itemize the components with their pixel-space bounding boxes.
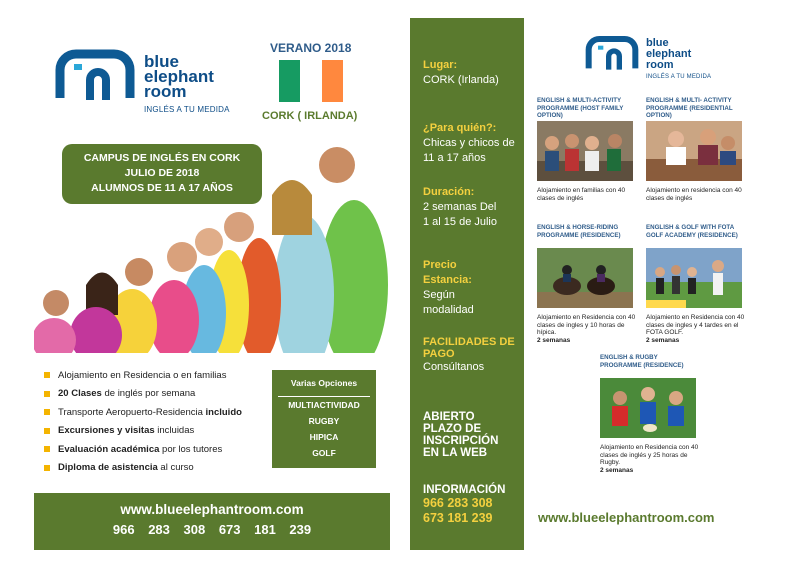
feature-item: Evaluación académica por los tutores xyxy=(44,440,284,459)
feature-item: Diploma de asistencia al curso xyxy=(44,459,284,478)
season-label: VERANO 2018 xyxy=(270,41,352,55)
duracion-value: 2 semanas Del 1 al 15 de Julio xyxy=(423,201,497,228)
programme-photo xyxy=(537,248,633,308)
info-quien xyxy=(423,121,519,166)
info-phone-1[interactable]: 966 283 308 xyxy=(423,496,493,510)
precio-value: Según modalidad xyxy=(423,289,474,316)
campus-line-3: ALUMNOS DE 11 A 17 AÑOS xyxy=(91,182,233,194)
brochure-left-panel xyxy=(34,20,390,550)
bullet-icon xyxy=(44,391,50,397)
elephant-logo-icon xyxy=(584,35,640,75)
info-duracion xyxy=(423,185,501,230)
brochure-middle-panel xyxy=(410,18,524,550)
programme-card xyxy=(646,224,746,344)
programme-card xyxy=(600,354,700,474)
option-item: RUGBY xyxy=(308,416,340,426)
programme-photo xyxy=(537,121,633,181)
informacion-heading: INFORMACIÓN xyxy=(423,484,506,496)
location-label: CORK ( IRLANDA) xyxy=(262,110,358,122)
logo-wordmark xyxy=(144,54,230,117)
phone-2[interactable]: 673 181 239 xyxy=(218,522,312,537)
website-url[interactable]: www.blueelephantroom.com xyxy=(538,510,715,525)
info-contacto xyxy=(423,484,519,526)
bullet-icon xyxy=(44,465,50,471)
inscription-notice: ABIERTO PLAZO DE INSCRIPCIÓN EN LA WEB xyxy=(423,411,499,459)
lugar-heading: Lugar: xyxy=(423,59,458,71)
feature-item: Excursiones y visitas incluidas xyxy=(44,422,284,441)
options-title: Varias Opciones xyxy=(278,370,370,397)
quien-value: Chicas y chicos de 11 a 17 años xyxy=(423,137,515,164)
ireland-flag-icon xyxy=(279,60,343,102)
facilidades-value: Consúltanos xyxy=(423,361,485,373)
programme-card xyxy=(646,97,746,202)
feature-item: Transporte Aeropuerto-Residencia incluido xyxy=(44,403,284,422)
logo-word-blue: blue xyxy=(646,37,669,49)
programme-title: ENGLISH & MULTI- ACTIVITY PROGRAMME (RESIDENTIAL OPTION) xyxy=(646,97,733,119)
duracion-heading: Duración: xyxy=(423,186,475,198)
info-facilidades xyxy=(423,336,519,375)
precio-heading: Precio Estancia: xyxy=(423,259,472,286)
campus-line-1: CAMPUS DE INGLÉS EN CORK xyxy=(83,152,241,164)
info-lugar xyxy=(423,58,513,88)
bullet-icon xyxy=(44,372,50,378)
feature-item: Alojamiento en Residencia o en familias xyxy=(44,366,284,385)
brochure-right-panel xyxy=(528,20,756,550)
feature-item: 20 Clases de inglés por semana xyxy=(44,385,284,404)
programme-title: ENGLISH & GOLF WITH FOTA GOLF ACADEMY (RESIDENCE) xyxy=(646,224,738,239)
bullet-icon xyxy=(44,409,50,415)
quien-heading: ¿Para quién?: xyxy=(423,122,497,134)
programme-title: ENGLISH & RUGBY PROGRAMME (RESIDENCE) xyxy=(600,354,684,369)
options-box xyxy=(272,370,376,468)
logo-word-elephant: elephant xyxy=(144,67,214,86)
website-url[interactable]: www.blueelephantroom.com xyxy=(120,502,304,517)
campus-line-2: JULIO DE 2018 xyxy=(124,167,200,179)
info-phone-2[interactable]: 673 181 239 xyxy=(423,511,493,525)
programme-photo xyxy=(600,378,696,438)
logo-tagline: INGLÉS A TU MEDIDA xyxy=(144,105,230,114)
programme-title: ENGLISH & MULTI-ACTIVITY PROGRAMME (HOST FAMILY OPTION) xyxy=(537,97,624,119)
contact-footer xyxy=(34,493,390,550)
brand-logo xyxy=(54,48,254,118)
programme-card xyxy=(537,97,637,202)
logo-word-room: room xyxy=(646,59,674,71)
option-item: GOLF xyxy=(312,448,336,458)
logo-word-elephant: elephant xyxy=(646,48,692,60)
programme-caption: Alojamiento en Residencia con 40 clases de ingles y 4 tardes en el FOTA GOLF. 2 semanas xyxy=(646,314,745,344)
programme-caption: Alojamiento en residencia con 40 clases de inglés xyxy=(646,187,742,202)
programme-title: ENGLISH & HORSE-RIDING PROGRAMME (RESIDENCE) xyxy=(537,224,621,239)
logo-tagline: INGLÉS A TU MEDIDA xyxy=(646,74,712,80)
logo-word-blue: blue xyxy=(144,52,179,71)
option-item: HIPICA xyxy=(309,432,339,442)
logo-wordmark xyxy=(646,38,711,83)
programme-caption: Alojamiento en Residencia con 40 clases de ingles y 10 horas de hípica. 2 semanas xyxy=(537,314,636,344)
elephant-logo-icon xyxy=(54,48,136,108)
bullet-icon xyxy=(44,446,50,452)
lugar-value: CORK (Irlanda) xyxy=(423,74,499,86)
facilidades-heading: FACILIDADES DE PAGO xyxy=(423,336,515,360)
programme-caption: Alojamiento en Residencia con 40 clases de inglés y 25 horas de Rugby. 2 semanas xyxy=(600,444,699,474)
programme-card xyxy=(537,224,637,344)
logo-word-room: room xyxy=(144,82,187,101)
programme-photo xyxy=(646,121,742,181)
bullet-icon xyxy=(44,428,50,434)
option-item: MULTIACTIVIDAD xyxy=(288,400,360,410)
phone-numbers xyxy=(34,522,390,537)
features-list xyxy=(44,366,284,477)
programme-caption: Alojamiento en familias con 40 clases de inglés xyxy=(537,187,626,202)
programme-photo xyxy=(646,248,742,308)
campus-banner xyxy=(62,144,262,204)
info-precio xyxy=(423,258,499,318)
phone-1[interactable]: 966 283 308 xyxy=(112,522,206,537)
brand-logo-small xyxy=(584,35,714,81)
